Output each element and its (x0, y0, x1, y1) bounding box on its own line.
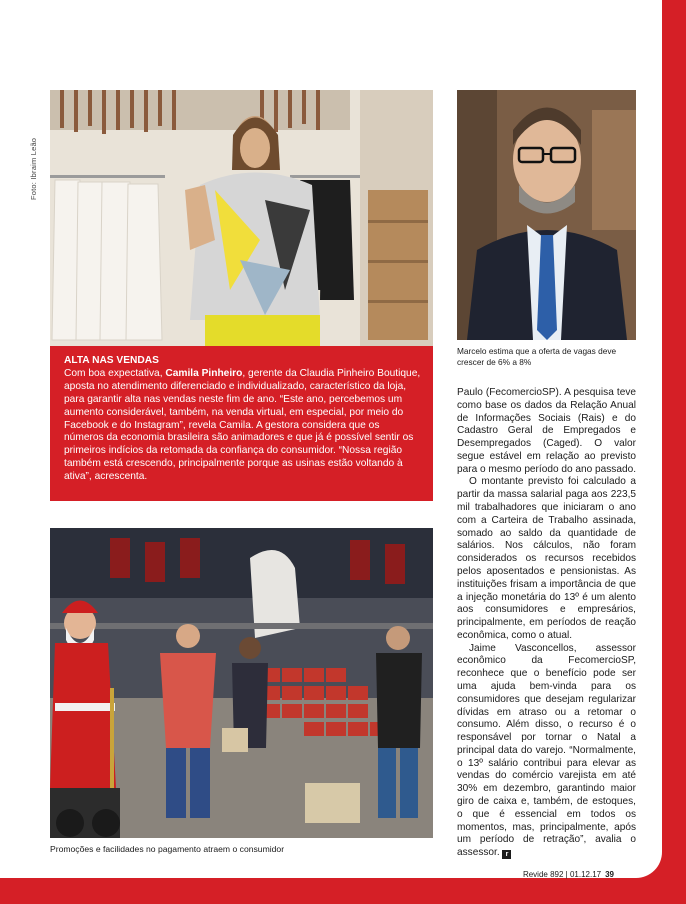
marcelo-caption: Marcelo estima que a oferta de vagas deve crescer de 6% a 8% (457, 346, 617, 367)
photo-credit: Foto: Ibraim Leão (29, 137, 38, 200)
page-folio (523, 870, 614, 879)
boutique-photo-illustration (50, 90, 433, 346)
article-paragraph-2: O montante previsto foi calculado a partir da massa salarial paga aos 223,5 mil trabalhadores que iniciaram o ano com a Carteira de Trabalho assinada, somado ao saldo da quantidade de salários. Nos cálculos, não foram considerados os recursos recebidos pelos aposentados e pensionistas. As instituições frisam a importância de que a injeção monetária do 13º é um alento aos consumidores e empresários, principalmente, em períodos de reação econômica, como o atual. (457, 476, 636, 641)
marcelo-photo (457, 90, 636, 340)
article-paragraph-3-text: Jaime Vasconcellos, assessor econômico da FecomercioSP, reconhece que o benefício pode ser uma ajuda bem-vinda para os consumidores que desejam regularizar dívidas em atraso ou a retomar o consumo. Além disso, o recurso é o responsável por tornar o Natal a principal data do varejo. “Normalmente, o 13º salário contribui para elevar as vendas do comércio varejista em até 30% em dezembro, garantindo maior giro de caixa e, também, de estoques, o que é essencial em todos os momentos, mas, principalmente, após um período de retração”, avalia o assessor. (457, 642, 636, 859)
folio-issue: Revide 892 | 01.12.17 (522, 870, 602, 879)
article-paragraph-1: Paulo (FecomercioSP). A pesquisa teve como base os dados da Relação Anual de Informações Sociais (Rais) e do Cadastro Geral de Empregados e Desempregados (Caged). O valor segue estável em relação ao previsto para o mesmo período do ano passado. (457, 387, 637, 475)
boutique-caption-title: ALTA NAS VENDAS (64, 355, 159, 366)
article-paragraph-3 (457, 643, 636, 860)
boutique-caption-text-before: Com boa expectativa, (64, 367, 166, 379)
store-photo (50, 528, 433, 838)
end-mark-icon: r (502, 850, 511, 859)
store-photo-illustration (50, 528, 433, 838)
page-number: 39 (605, 870, 614, 879)
boutique-photo (50, 90, 433, 346)
article-body (457, 387, 636, 860)
boutique-caption-name: Camila Pinheiro (165, 367, 243, 379)
marcelo-photo-illustration (457, 90, 636, 340)
boutique-caption-box (50, 346, 433, 501)
store-caption: Promoções e facilidades no pagamento atraem o consumidor (50, 844, 285, 854)
boutique-caption-text-after: , gerente da Claudia Pinheiro Boutique, aposta no atendimento diferenciado e individualizado, característico da loja, para garantir alta nas vendas neste fim de ano. “Este ano, percebemos um aumento considerável, também, na venda virtual, em especial, por meio do Facebook e do Instagram”, revela Camila. A gestora considera que os números da economia brasileira são animadores e que já é possível sentir os primeiros indícios da retomada da confiança do consumidor. “Nossa região também está crescendo, principalmente porque as usinas estão voltando à ativa”, acrescenta. (64, 367, 421, 483)
